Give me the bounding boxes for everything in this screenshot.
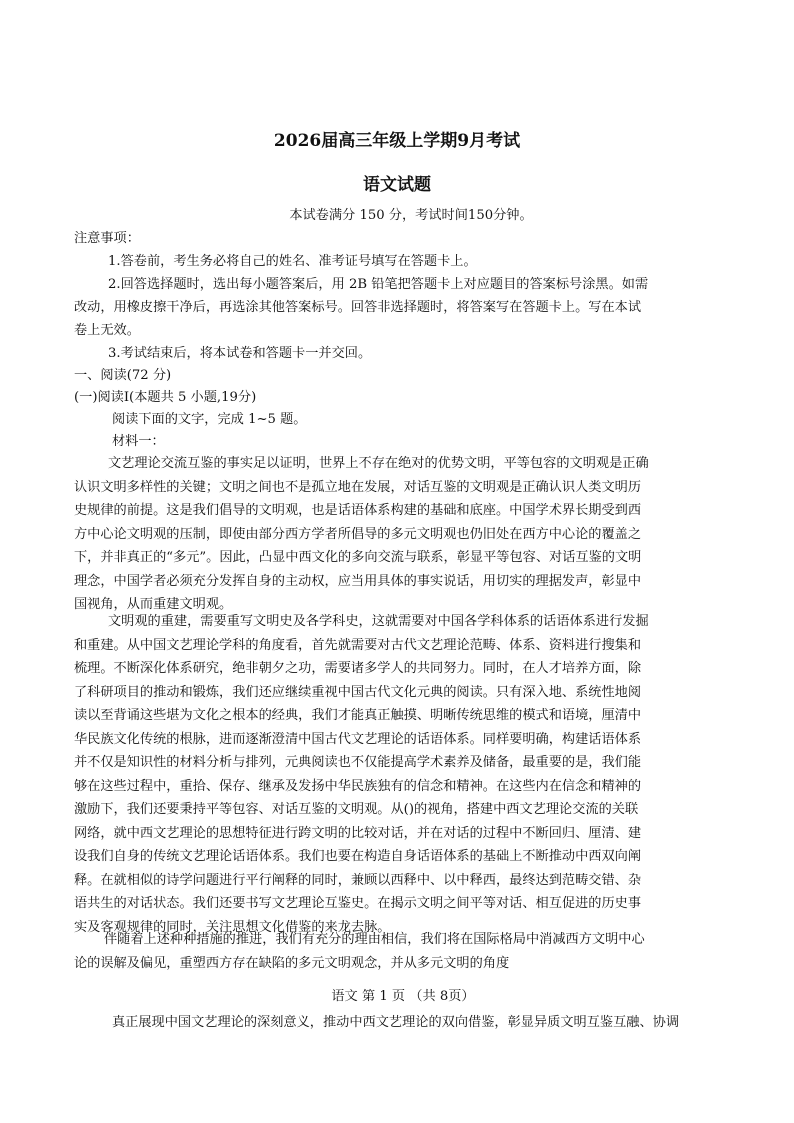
text-line: 激励下，我们还要秉持平等包容、对话互鉴的文明观。从()的视角，搭建中西文艺理论交流的关联: [74, 802, 639, 817]
reading-instruction: 阅读下面的文字，完成 1~5 题。: [112, 412, 307, 427]
exam-info: 本试卷满分 150 分，考试时间150分钟。: [289, 208, 533, 223]
text-line: 和重建。从中国文艺理论学科的角度看，首先就需要对古代文艺理论范畴、体系、资料进行搜集和: [74, 637, 642, 653]
text-line: 理念，中国学者必须充分发挥自身的主动权，应当用具体的事实说话，用切实的理据发声，彰显中: [74, 573, 642, 589]
material-label: 材料一：: [112, 434, 165, 449]
note-item-2-line-2: 改动，用橡皮擦干净后，再选涂其他答案标号。回答非选择题时，将答案写在答题卡上。写在本试: [74, 300, 642, 315]
subject-title: 语文试题: [363, 175, 431, 195]
page-footer: 语文 第 1 页 （共 8页）: [331, 989, 475, 1004]
text-line: 实及客观规律的同时，关注思想文化借鉴的来龙去脉。: [74, 919, 391, 935]
text-line: 了科研项目的推动和锻炼，我们还应继续重视中国古代文化元典的阅读。只有深入地、系统性地阅: [74, 684, 642, 700]
text-line: 文明观的重建，需要重写文明史及各学科史，这就需要对中国各学科体系的话语体系进行发掘: [108, 614, 649, 629]
text-line: 国视角，从而重建文明观。: [74, 597, 233, 612]
paragraph-3: [74, 928, 645, 975]
continuation-line: 真正展现中国文艺理论的深刻意义，推动中西文艺理论的双向借鉴，彰显异质文明互鉴互融、协调: [112, 1015, 680, 1030]
text-line: 下，并非真正的“多元”。因此，凸显中西文化的多向交流与联系，彰显平等包容、对话互鉴的文明: [74, 550, 642, 565]
text-line: 史规律的前提。这是我们倡导的文明观，也是话语体系构建的基础和底座。中国学术界长期受到西: [74, 503, 642, 518]
section-heading: 一、阅读(72 分): [74, 368, 172, 383]
text-line: 梳理。不断深化体系研究，绝非朝夕之功，需要诸多学人的共同努力。同时，在人才培养方面，除: [74, 661, 642, 676]
note-item-2-line-3: 卷上无效。: [74, 323, 140, 338]
text-line: 释。在就相似的诗学问题进行平行阐释的同时，兼顾以西释中、以中释西，最终达到范畴交错、杂: [74, 872, 642, 888]
text-line: 认识文明多样性的关键；文明之间也不是孤立地在发展，对话互鉴的文明观是正确认识人类文明历: [74, 479, 642, 495]
text-line: 伴随着上述种种措施的推进，我们有充分的理由相信，我们将在国际格局中消减西方文明中心: [104, 932, 645, 947]
text-line: 并不仅是知识性的材料分析与排列，元典阅读也不仅能提高学术素养及储备，最重要的是，我们能: [74, 755, 642, 770]
text-line: 方中心论文明观的压制，即使由部分西方学者所倡导的多元文明观也仍旧处在西方中心论的覆盖之: [74, 526, 642, 542]
paragraph-1: [74, 452, 649, 617]
text-line: 够在这些过程中，重拾、保存、继承及发扬中华民族独有的信念和精神。在这些内在信念和精神的: [74, 778, 642, 794]
text-line: 设我们自身的传统文艺理论话语体系。我们也要在构造自身话语体系的基础上不断推动中西双向阐: [74, 849, 642, 864]
note-item-3: 3.考试结束后，将本试卷和答题卡一并交回。: [108, 346, 372, 361]
text-line: 网络，就中西文艺理论的思想特征进行跨文明的比较对话，并在对话的过程中不断回归、厘清、建: [74, 825, 642, 841]
text-line: 读以至背诵这些堪为文化之根本的经典，我们才能真正触摸、明晰传统思维的模式和语境，厘清中: [74, 708, 642, 723]
text-line: 语共生的对话状态。我们还要书写文艺理论互鉴史。在揭示文明之间平等对话、相互促进的历史事: [74, 896, 642, 911]
section-subheading: (一)阅读Ⅰ(本题共 5 小题,19分): [74, 390, 257, 405]
note-item-2-line-1: 2.回答选择题时，选出每小题答案后，用 2B 铅笔把答题卡上对应题目的答案标号涂黑。如需: [108, 277, 649, 292]
text-line: 华民族文化传统的根脉，进而逐渐澄清中国古代文艺理论的话语体系。同样要明确，构建话语体系: [74, 731, 642, 747]
paragraph-2: [74, 610, 649, 939]
text-line: 文艺理论交流互鉴的事实足以证明，世界上不存在绝对的优势文明，平等包容的文明观是正确: [108, 456, 649, 471]
notes-heading: 注意事项：: [74, 231, 140, 246]
note-item-1: 1.答卷前，考生务必将自己的姓名、准考证号填写在答题卡上。: [108, 254, 477, 269]
text-line: 论的误解及偏见，重塑西方存在缺陷的多元文明观念，并从多元文明的角度: [74, 955, 510, 971]
exam-title: 2026届高三年级上学期9月考试: [273, 131, 521, 151]
